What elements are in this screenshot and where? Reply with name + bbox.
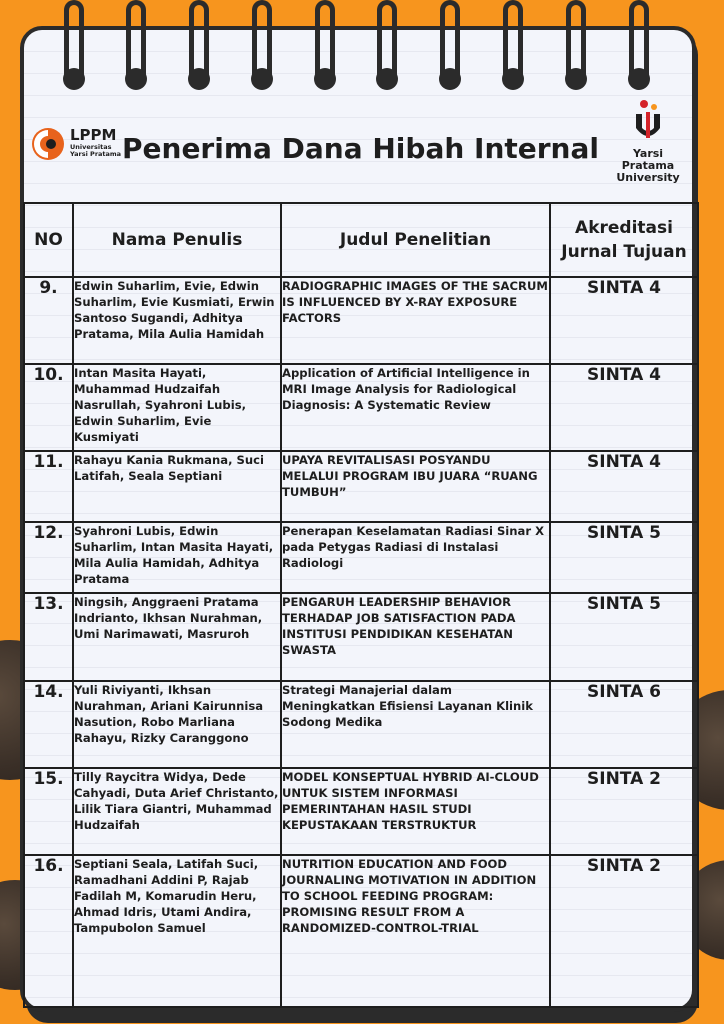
row-authors: Yuli Riviyanti, Ikhsan Nurahman, Ariani Kairunnisa Nasution, Robo Marliana Rahayu, Rizky Caranggono [73, 681, 281, 768]
row-authors: Septiani Seala, Latifah Suci, Ramadhani Addini P, Rajab Fadilah M, Komarudin Heru, Ahmad Idris, Utami Andira, Tampubolon Samuel [73, 855, 281, 1007]
column-header-accreditation [550, 203, 698, 277]
row-research-title: Penerapan Keselamatan Radiasi Sinar X pada Petygas Radiasi di Instalasi Radiologi [281, 522, 550, 593]
column-header-title: Judul Penelitian [281, 203, 550, 277]
row-accreditation: SINTA 6 [550, 681, 698, 768]
yarsi-logo-line1: Yarsi Pratama [621, 147, 675, 172]
table-row [24, 855, 698, 1007]
row-number: 9. [24, 277, 73, 364]
page-title: Penerima Dana Hibah Internal [122, 132, 599, 165]
table-row [24, 277, 698, 364]
row-authors: Intan Masita Hayati, Muhammad Hudzaifah Nasrullah, Syahroni Lubis, Edwin Suharlim, Evie Kusmiyati [73, 364, 281, 451]
row-research-title: PENGARUH LEADERSHIP BEHAVIOR TERHADAP JOB SATISFACTION PADA INSTITUSI PENDIDIKAN KESEHATAN SWASTA [281, 593, 550, 681]
row-number: 14. [24, 681, 73, 768]
row-accreditation: SINTA 5 [550, 522, 698, 593]
row-accreditation: SINTA 4 [550, 451, 698, 522]
row-number: 15. [24, 768, 73, 855]
grant-recipients-table [23, 202, 699, 1008]
table-row [24, 681, 698, 768]
table-header-row [24, 203, 698, 277]
row-authors: Ningsih, Anggraeni Pratama Indrianto, Ikhsan Nurahman, Umi Narimawati, Masruroh [73, 593, 281, 681]
lppm-logo-subtitle [70, 144, 130, 158]
column-header-authors: Nama Penulis [73, 203, 281, 277]
row-research-title: MODEL KONSEPTUAL HYBRID AI-CLOUD UNTUK SISTEM INFORMASI PEMERINTAHAN HASIL STUDI KEPUSTAKAAN TERSTRUKTUR [281, 768, 550, 855]
row-accreditation: SINTA 5 [550, 593, 698, 681]
row-research-title: Application of Artificial Intelligence in MRI Image Analysis for Radiological Diagnosis: A Systematic Review [281, 364, 550, 451]
row-research-title: RADIOGRAPHIC IMAGES OF THE SACRUM IS INFLUENCED BY X-RAY EXPOSURE FACTORS [281, 277, 550, 364]
row-accreditation: SINTA 2 [550, 768, 698, 855]
row-number: 12. [24, 522, 73, 593]
yarsi-logo [612, 98, 684, 184]
row-authors: Edwin Suharlim, Evie, Edwin Suharlim, Evie Kusmiati, Erwin Santoso Sugandi, Adhitya Pratama, Mila Aulia Hamidah [73, 277, 281, 364]
row-research-title: Strategi Manajerial dalam Meningkatkan Efisiensi Layanan Klinik Sodong Medika [281, 681, 550, 768]
table-row [24, 451, 698, 522]
lppm-logo-name: LPPM [70, 126, 117, 144]
lppm-logo-sub-line1: Universitas [70, 143, 112, 151]
column-header-accreditation-line2: Jurnal Tujuan [561, 242, 687, 262]
row-number: 16. [24, 855, 73, 1007]
row-number: 11. [24, 451, 73, 522]
table-row [24, 364, 698, 451]
row-authors: Tilly Raycitra Widya, Dede Cahyadi, Duta Arief Christanto, Lilik Tiara Giantri, Muhammad Hudzaifah [73, 768, 281, 855]
table-row [24, 522, 698, 593]
lppm-logo-icon [30, 126, 66, 162]
yarsi-logo-icon [632, 98, 664, 144]
column-header-accreditation-line1: Akreditasi [575, 218, 673, 238]
row-authors: Rahayu Kania Rukmana, Suci Latifah, Seala Septiani [73, 451, 281, 522]
table-row [24, 768, 698, 855]
yarsi-logo-line2: University [616, 171, 680, 184]
row-number: 13. [24, 593, 73, 681]
table-row [24, 593, 698, 681]
column-header-no: NO [24, 203, 73, 277]
row-accreditation: SINTA 2 [550, 855, 698, 1007]
row-research-title: UPAYA REVITALISASI POSYANDU MELALUI PROGRAM IBU JUARA “RUANG TUMBUH” [281, 451, 550, 522]
row-authors: Syahroni Lubis, Edwin Suharlim, Intan Masita Hayati, Mila Aulia Hamidah, Adhitya Pratama [73, 522, 281, 593]
row-research-title: NUTRITION EDUCATION AND FOOD JOURNALING MOTIVATION IN ADDITION TO SCHOOL FEEDING PROGRAM: PROMISING RESULT FROM A RANDOMIZED-CONTROL-TRIAL [281, 855, 550, 1007]
lppm-logo [30, 124, 122, 166]
row-accreditation: SINTA 4 [550, 364, 698, 451]
row-number: 10. [24, 364, 73, 451]
lppm-logo-sub-line2: Yarsi Pratama [70, 150, 122, 158]
row-accreditation: SINTA 4 [550, 277, 698, 364]
yarsi-logo-text [612, 148, 684, 184]
